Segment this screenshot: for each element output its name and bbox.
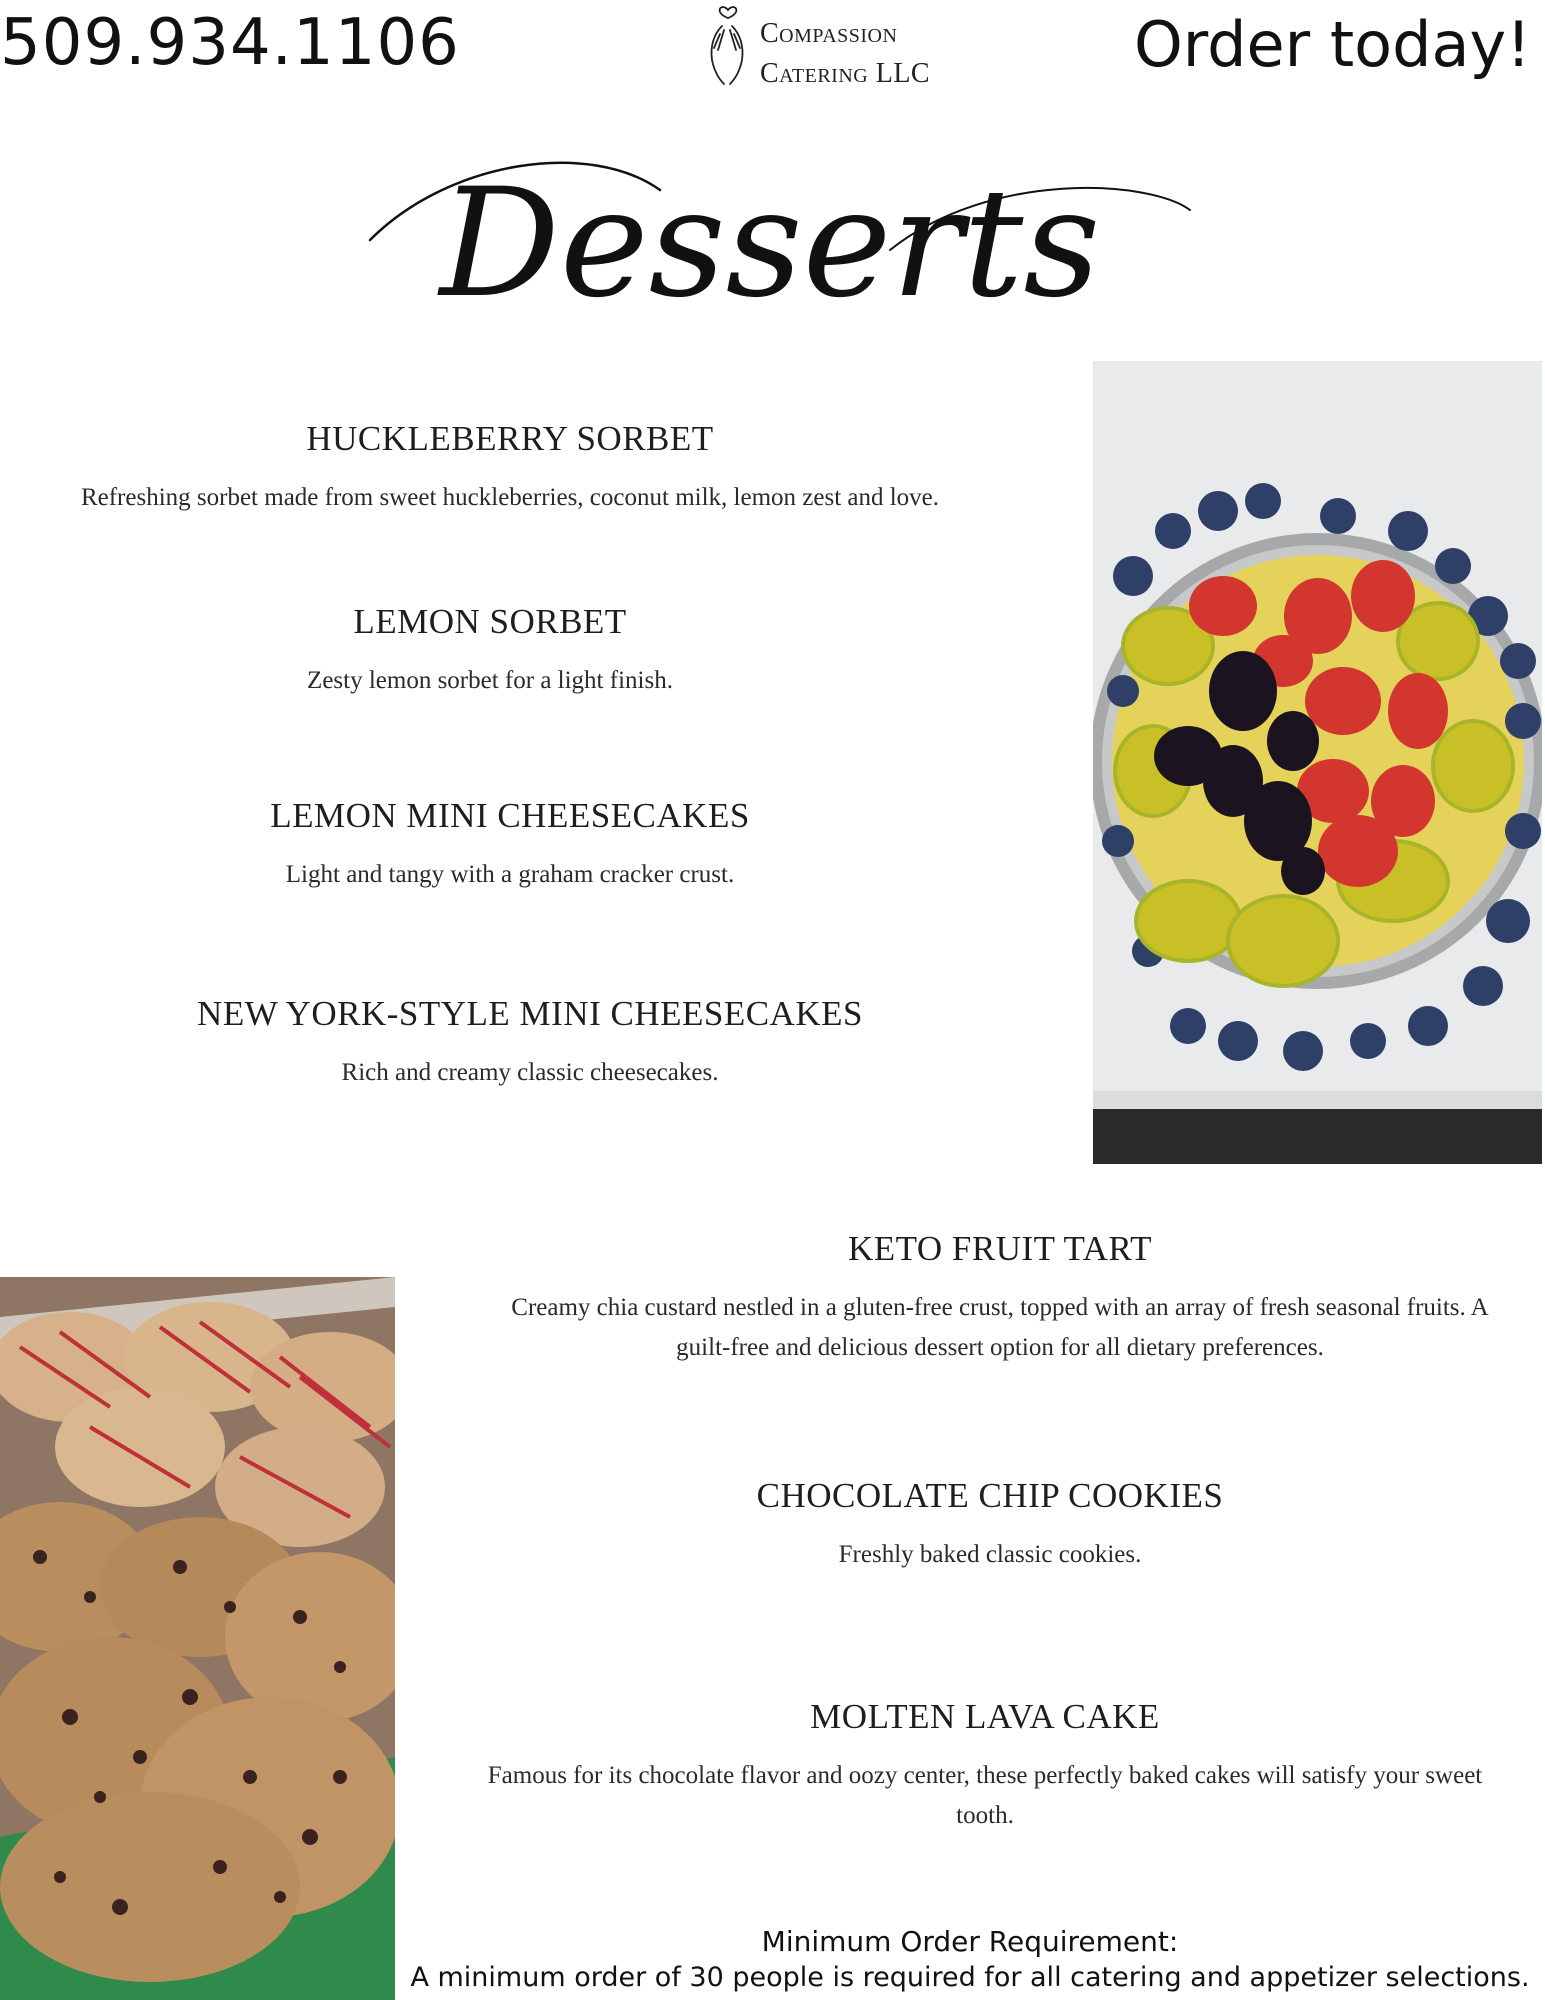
item-name: NEW YORK-STYLE MINI CHEESECAKES xyxy=(197,994,863,1033)
item-name: LEMON SORBET xyxy=(353,602,627,641)
item-description: Rich and creamy classic cheesecakes. xyxy=(341,1059,719,1086)
item-description: Light and tangy with a graham cracker crust. xyxy=(285,861,735,888)
page-title xyxy=(330,130,1210,350)
cookies-illustration xyxy=(0,1277,395,2000)
minimum-order-text: A minimum order of 30 people is required for all catering and appetizer selections. xyxy=(410,1962,1530,1993)
item-description: Freshly baked classic cookies. xyxy=(838,1541,1142,1568)
item-name: KETO FRUIT TART xyxy=(847,1229,1152,1268)
item-name: LEMON MINI CHEESECAKES xyxy=(270,796,750,835)
menu-item xyxy=(20,795,1000,895)
logo-line-2: Catering LLC xyxy=(760,58,931,89)
menu-item xyxy=(20,601,960,701)
hands-heart-icon xyxy=(702,4,756,86)
cookies-photo xyxy=(0,1277,395,2000)
minimum-order-title: Minimum Order Requirement: xyxy=(761,1925,1179,1958)
item-name: CHOCOLATE CHIP COOKIES xyxy=(756,1476,1224,1515)
order-today-cta[interactable]: Order today! xyxy=(1133,8,1531,81)
phone-number[interactable]: 509.934.1106 xyxy=(0,6,460,80)
item-name: MOLTEN LAVA CAKE xyxy=(810,1697,1160,1736)
item-name: HUCKLEBERRY SORBET xyxy=(306,419,714,458)
item-description: Refreshing sorbet made from sweet huckleberries, coconut milk, lemon zest and love. xyxy=(80,484,940,511)
item-description: Zesty lemon sorbet for a light finish. xyxy=(307,667,673,694)
menu-item xyxy=(20,993,1040,1093)
item-description: Creamy chia custard nestled in a gluten-free crust, topped with an array of fresh seasonal fruits. A guilt-free and delicious dessert option for all dietary preferences. xyxy=(511,1294,1489,1361)
company-logo xyxy=(702,0,952,92)
fruit-tart-illustration xyxy=(1093,361,1542,1164)
title-text: Desserts xyxy=(439,157,1101,331)
item-description: Famous for its chocolate flavor and oozy center, these perfectly baked cakes will satisfy your sweet tooth. xyxy=(487,1762,1483,1829)
menu-item xyxy=(470,1696,1500,1836)
logo-line-1: Compassion xyxy=(760,18,898,49)
menu-item xyxy=(480,1475,1500,1575)
menu-item xyxy=(480,1228,1520,1368)
menu-item xyxy=(20,418,1000,518)
fruit-tart-photo xyxy=(1093,361,1542,1164)
